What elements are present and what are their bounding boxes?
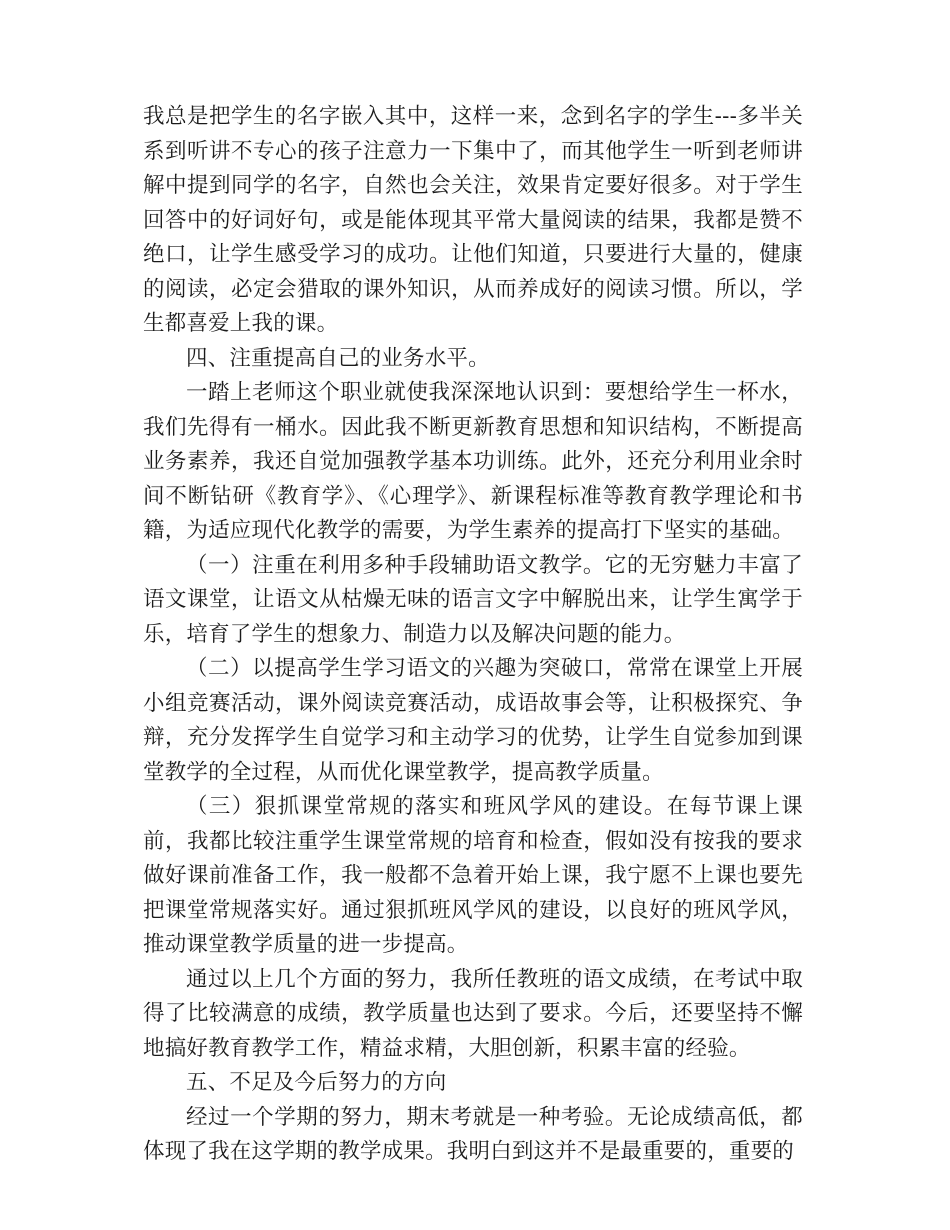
paragraph-teacher-career: 一踏上老师这个职业就使我深深地认识到：要想给学生一杯水，我们先得有一桶水。因此我不断更新教育思想和知识结构，不断提高业务素养，我还自觉加强教学基本功训练。此外，还充分利用业余时间不断钻研《教育学》、《心理学》、新课程标准等教育教学理论和书籍，为适应现代化教学的需要，为学生素养的提高打下坚实的基础。: [143, 380, 803, 543]
paragraph-semester-effort: 经过一个学期的努力，期末考就是一种考验。无论成绩高低，都体现了我在这学期的教学成果。我明白到这并不是最重要的，重要的: [143, 1104, 803, 1164]
section-heading-professional-level: 四、注重提高自己的业务水平。: [186, 345, 490, 371]
paragraph-reading-praise: 我总是把学生的名字嵌入其中，这样一来，念到名字的学生---多半关系到听讲不专心的孩子注意力一下集中了，而其他学生一听到老师讲解中提到同学的名字，自然也会关注，效果肯定要好很多。对于学生回答中的好词好句，或是能体现其平常大量阅读的结果，我都是赞不绝口，让学生感受学习的成功。让他们知道，只要进行大量的，健康的阅读，必定会猎取的课外知识，从而养成好的阅读习惯。所以，学生都喜爱上我的课。: [143, 104, 803, 336]
document-page: [143, 100, 803, 1170]
section-heading-shortcomings: 五、不足及今后努力的方向: [186, 1070, 447, 1095]
paragraph-item-three: （三）狠抓课堂常规的落实和班风学风的建设。在每节课上课前，我都比较注重学生课堂常规的培育和检查，假如没有按我的要求做好课前准备工作，我一般都不急着开始上课，我宁愿不上课也要先把课堂常规落实好。通过狠抓班风学风的建设，以良好的班风学风，推动课堂教学质量的进一步提高。: [143, 794, 803, 957]
paragraph-item-two: （二）以提高学生学习语文的兴趣为突破口，常常在课堂上开展小组竞赛活动，课外阅读竞赛活动，成语故事会等，让积极探究、争辩，充分发挥学生自觉学习和主动学习的优势，让学生自觉参加到课堂教学的全过程，从而优化课堂教学，提高教学质量。: [143, 656, 803, 785]
paragraph-efforts-summary: 通过以上几个方面的努力，我所任教班的语文成绩，在考试中取得了比较满意的成绩，教学质量也达到了要求。今后，还要坚持不懈地搞好教育教学工作，精益求精，大胆创新，积累丰富的经验。: [143, 966, 803, 1061]
paragraph-item-one: （一）注重在利用多种手段辅助语文教学。它的无穷魅力丰富了语文课堂，让语文从枯燥无味的语言文字中解脱出来，让学生寓学于乐，培育了学生的想象力、制造力以及解决问题的能力。: [143, 552, 803, 647]
